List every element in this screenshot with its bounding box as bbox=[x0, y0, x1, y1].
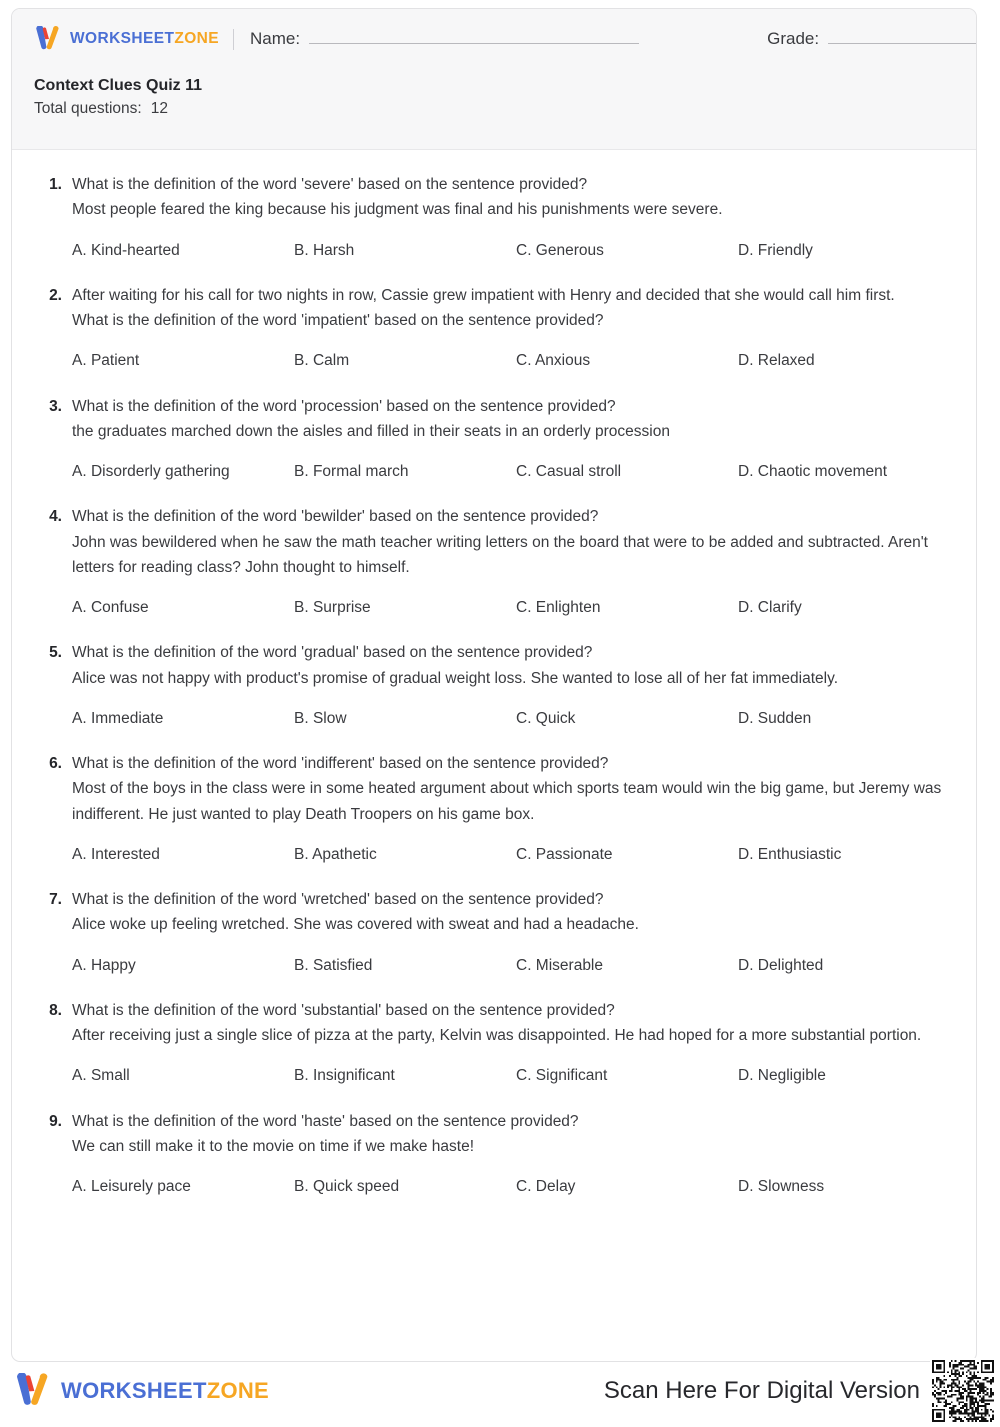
answer-option[interactable]: A. Confuse bbox=[72, 599, 149, 616]
question-prompt: After waiting for his call for two nights in row, Cassie grew impatient with Henry and decided that she would call him first. bbox=[72, 286, 895, 304]
worksheetzone-w-icon bbox=[34, 26, 62, 52]
answer-option[interactable]: C. Anxious bbox=[516, 352, 591, 370]
brand-word-zone-footer: ZONE bbox=[206, 1378, 270, 1403]
answer-option[interactable]: D. Sudden bbox=[738, 709, 812, 727]
answer-option[interactable]: C. Delay bbox=[516, 1178, 576, 1195]
question-number: 8. bbox=[49, 1001, 62, 1019]
worksheet-header bbox=[12, 9, 976, 150]
answer-options bbox=[72, 349, 952, 372]
question-sentence: the graduates marched down the aisles and filled in their seats in an orderly procession bbox=[72, 422, 670, 440]
answer-option[interactable]: D. Clarify bbox=[738, 599, 802, 616]
answer-option[interactable]: B. Quick speed bbox=[294, 1178, 400, 1195]
total-questions-label: Total questions: bbox=[34, 99, 142, 117]
question-item bbox=[36, 283, 952, 373]
question-prompt: What is the definition of the word 'substantial' based on the sentence provided? bbox=[72, 1001, 615, 1019]
question-sentence: What is the definition of the word 'impatient' based on the sentence provided? bbox=[72, 312, 604, 329]
brand-logo-header bbox=[34, 26, 219, 52]
question-item bbox=[36, 394, 952, 484]
question-number: 5. bbox=[49, 644, 62, 662]
questions-list bbox=[12, 150, 976, 1198]
name-field[interactable] bbox=[250, 29, 639, 49]
question-number: 4. bbox=[49, 508, 62, 526]
name-label: Name: bbox=[250, 29, 301, 48]
answer-option[interactable]: B. Satisfied bbox=[294, 956, 373, 974]
name-input-line[interactable] bbox=[309, 29, 639, 44]
answer-option[interactable]: B. Slow bbox=[294, 709, 347, 727]
answer-option[interactable]: B. Harsh bbox=[294, 241, 355, 259]
answer-options bbox=[72, 460, 952, 483]
answer-option[interactable]: B. Apathetic bbox=[294, 845, 377, 863]
answer-option[interactable]: A. Immediate bbox=[72, 709, 164, 727]
answer-option[interactable]: C. Significant bbox=[516, 1067, 608, 1085]
question-item bbox=[36, 504, 952, 619]
answer-option[interactable]: C. Miserable bbox=[516, 956, 603, 974]
question-body bbox=[72, 998, 952, 1088]
question-item bbox=[36, 751, 952, 866]
answer-option[interactable]: B. Surprise bbox=[294, 599, 371, 616]
answer-options bbox=[72, 239, 952, 262]
page-title: Context Clues Quiz 11 bbox=[34, 77, 203, 94]
question-body bbox=[72, 887, 952, 977]
answer-option[interactable]: B. Formal march bbox=[294, 463, 409, 480]
question-sentence: John was bewildered when he saw the math teacher writing letters on the board that were to be added and subtracted. Aren't letters for reading class? John thought to himself. bbox=[72, 533, 928, 576]
brand-word-worksheet: WORKSHEET bbox=[70, 30, 175, 48]
question-number: 2. bbox=[49, 286, 62, 304]
quiz-title-block bbox=[12, 52, 976, 121]
question-prompt: What is the definition of the word 'haste' based on the sentence provided? bbox=[72, 1112, 579, 1130]
brand-wordmark-header bbox=[70, 31, 219, 47]
worksheetzone-w-icon-footer bbox=[14, 1373, 52, 1409]
brand-word-worksheet-footer: WORKSHEET bbox=[61, 1378, 207, 1403]
question-sentence: Alice was not happy with product's promise of gradual weight loss. She wanted to lose all of her fat immediately. bbox=[72, 669, 839, 687]
question-sentence: Most of the boys in the class were in some heated argument about which sports team would win the big game, but Jeremy was indifferent. He just wanted to play Death Troopers on his game box. bbox=[72, 780, 942, 823]
question-sentence: Most people feared the king because his judgment was final and his punishments were severe. bbox=[72, 201, 723, 219]
question-body bbox=[72, 640, 952, 730]
header-top-row bbox=[12, 9, 976, 52]
worksheet-footer bbox=[0, 1368, 1000, 1414]
answer-option[interactable]: A. Small bbox=[72, 1067, 130, 1085]
answer-option[interactable]: D. Delighted bbox=[738, 956, 824, 974]
total-questions-row bbox=[34, 97, 976, 121]
question-prompt: What is the definition of the word 'bewilder' based on the sentence provided? bbox=[72, 508, 599, 526]
answer-option[interactable]: D. Enthusiastic bbox=[738, 845, 842, 863]
brand-wordmark-footer bbox=[61, 1380, 269, 1402]
question-sentence: After receiving just a single slice of pizza at the party, Kelvin was disappointed. He had hoped for a more substantial portion. bbox=[72, 1027, 922, 1044]
question-body bbox=[72, 172, 952, 262]
header-vertical-divider bbox=[233, 29, 234, 50]
qr-code-icon[interactable] bbox=[930, 1358, 996, 1424]
answer-option[interactable]: C. Passionate bbox=[516, 845, 613, 863]
answer-options bbox=[72, 954, 952, 977]
answer-option[interactable]: D. Relaxed bbox=[738, 352, 815, 370]
answer-option[interactable]: D. Negligible bbox=[738, 1067, 826, 1085]
answer-option[interactable]: B. Calm bbox=[294, 352, 350, 370]
answer-option[interactable]: C. Generous bbox=[516, 241, 604, 259]
question-number: 6. bbox=[49, 755, 62, 772]
answer-option[interactable]: A. Disorderly gathering bbox=[72, 463, 230, 480]
answer-option[interactable]: A. Interested bbox=[72, 845, 160, 863]
question-body bbox=[72, 1109, 952, 1199]
question-prompt: What is the definition of the word 'procession' based on the sentence provided? bbox=[72, 397, 616, 415]
answer-options bbox=[72, 843, 952, 866]
answer-option[interactable]: C. Quick bbox=[516, 709, 576, 727]
question-number: 3. bbox=[49, 397, 62, 415]
grade-field[interactable] bbox=[767, 29, 977, 49]
answer-option[interactable]: D. Chaotic movement bbox=[738, 463, 888, 480]
brand-word-zone: ZONE bbox=[174, 30, 220, 48]
question-item bbox=[36, 172, 952, 262]
question-item bbox=[36, 1109, 952, 1199]
answer-options bbox=[72, 1175, 952, 1198]
question-prompt: What is the definition of the word 'wretched' based on the sentence provided? bbox=[72, 891, 604, 908]
question-body bbox=[72, 283, 952, 373]
answer-option[interactable]: A. Happy bbox=[72, 956, 136, 974]
answer-options bbox=[72, 707, 952, 730]
question-body bbox=[72, 751, 952, 866]
question-number: 1. bbox=[49, 176, 62, 193]
question-body bbox=[72, 394, 952, 484]
answer-option[interactable]: D. Friendly bbox=[738, 241, 813, 259]
answer-option[interactable]: C. Enlighten bbox=[516, 599, 601, 616]
answer-option[interactable]: A. Kind-hearted bbox=[72, 241, 180, 259]
grade-label: Grade: bbox=[767, 29, 820, 48]
grade-input-line[interactable] bbox=[828, 29, 977, 44]
question-body bbox=[72, 504, 952, 619]
answer-option[interactable]: A. Leisurely pace bbox=[72, 1178, 191, 1195]
question-sentence: We can still make it to the movie on time if we make haste! bbox=[72, 1137, 475, 1155]
question-prompt: What is the definition of the word 'severe' based on the sentence provided? bbox=[72, 176, 588, 193]
question-prompt: What is the definition of the word 'gradual' based on the sentence provided? bbox=[72, 644, 593, 662]
worksheet-card bbox=[11, 8, 977, 1362]
question-item bbox=[36, 887, 952, 977]
answer-option[interactable]: A. Patient bbox=[72, 352, 140, 370]
question-number: 7. bbox=[49, 891, 62, 908]
answer-option[interactable]: C. Casual stroll bbox=[516, 463, 622, 480]
scan-prompt-text: Scan Here For Digital Version bbox=[603, 1377, 920, 1404]
answer-options bbox=[72, 596, 952, 619]
question-sentence: Alice woke up feeling wretched. She was covered with sweat and had a headache. bbox=[72, 916, 639, 934]
question-prompt: What is the definition of the word 'indifferent' based on the sentence provided? bbox=[72, 755, 609, 772]
question-number: 9. bbox=[49, 1112, 62, 1130]
question-item bbox=[36, 998, 952, 1088]
answer-options bbox=[72, 1064, 952, 1087]
answer-option[interactable]: B. Insignificant bbox=[294, 1067, 395, 1085]
question-item bbox=[36, 640, 952, 730]
brand-logo-footer bbox=[14, 1373, 269, 1409]
answer-option[interactable]: D. Slowness bbox=[738, 1178, 825, 1195]
total-questions-count: 12 bbox=[150, 99, 168, 117]
